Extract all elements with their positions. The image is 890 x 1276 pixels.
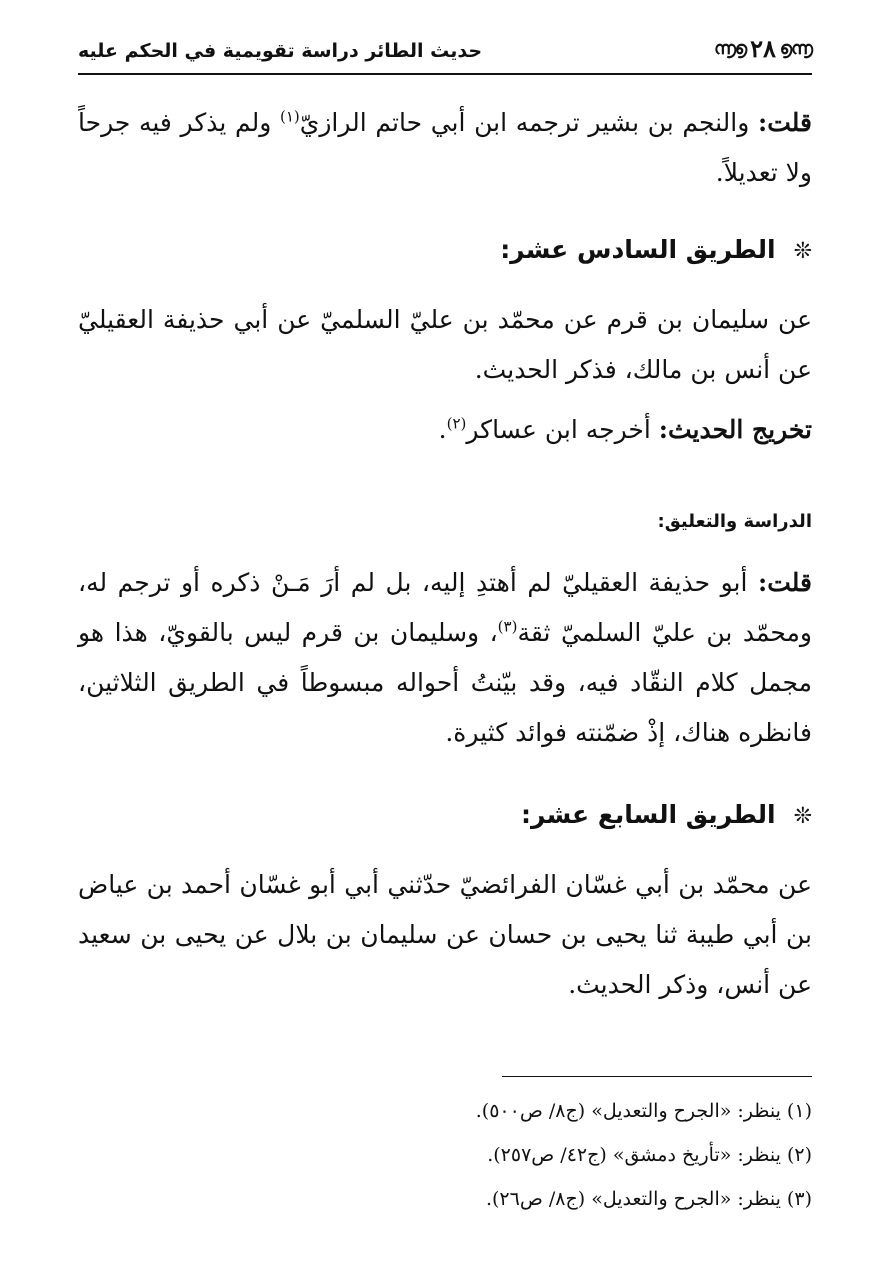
paragraph-4-text-end: ، وسليمان بن قرم ليس بالقويّ، هذا هو مجمل كلام النقّاد فيه، وقد بيّنتُ أحواله مبسوطاً في الطريق الثلاثين، فانظره هناك، إذْ ضمّنته فوائد كثيرة. bbox=[78, 618, 812, 747]
paragraph-1 bbox=[78, 98, 812, 198]
footnote-separator bbox=[502, 1076, 812, 1077]
footnote-1: (١) ينظر: «الجرح والتعديل» (ج٨/ ص٥٠٠). bbox=[475, 1100, 812, 1122]
header-rule bbox=[78, 73, 812, 75]
asterism-icon: ❊ bbox=[793, 804, 812, 829]
footnote-2: (٢) ينظر: «تأريخ دمشق» (ج٤٢/ ص٢٥٧). bbox=[487, 1144, 812, 1166]
page-number: ٢٨ bbox=[750, 34, 776, 63]
page-number-group bbox=[714, 34, 812, 63]
ornament-left-icon: ൭൬ bbox=[779, 37, 812, 59]
ornament-right-icon: ൬൭ bbox=[714, 37, 747, 59]
subheading-study: الدراسة والتعليق: bbox=[657, 511, 812, 532]
page-header bbox=[78, 34, 812, 74]
paragraph-1-lead: قلت: bbox=[757, 108, 812, 137]
section-heading-17 bbox=[521, 800, 812, 829]
paragraph-5 bbox=[78, 860, 812, 1010]
paragraph-2 bbox=[78, 295, 812, 395]
section-heading-17-text: الطريق السابع عشر: bbox=[521, 800, 776, 829]
section-heading-16-text: الطريق السادس عشر: bbox=[500, 235, 776, 264]
paragraph-3-lead: تخريج الحديث: bbox=[658, 415, 812, 444]
paragraph-1-text: والنجم بن بشير ترجمه ابن أبي حاتم الرازيّ bbox=[299, 108, 750, 137]
footnote-3: (٣) ينظر: «الجرح والتعديل» (ج٨/ ص٢٦). bbox=[485, 1188, 812, 1210]
paragraph-5-text: عن محمّد بن أبي غسّان الفرائضيّ حدّثني أبي أبو غسّان أحمد بن عياض بن أبي طيبة ثنا يحيى بن حسان عن سليمان بن بلال عن يحيى بن سعيد عن أنس، وذكر الحديث. bbox=[78, 870, 812, 999]
paragraph-1-text-end: ولم يذكر فيه جرحاً ولا تعديلاً. bbox=[78, 108, 812, 187]
footnote-ref-1[interactable]: (١) bbox=[279, 107, 300, 126]
section-heading-16 bbox=[500, 235, 812, 264]
paragraph-3 bbox=[78, 405, 812, 455]
paragraph-3-end: . bbox=[438, 415, 447, 444]
paragraph-2-text: عن سليمان بن قرم عن محمّد بن عليّ السلميّ عن أبي حذيفة العقيليّ عن أنس بن مالك، فذكر الحديث. bbox=[78, 305, 812, 384]
paragraph-3-text: أخرجه ابن عساكر bbox=[466, 415, 651, 444]
running-title: حديث الطائر دراسة تقويمية في الحكم عليه bbox=[78, 40, 483, 62]
paragraph-4-text: أبو حذيفة العقيليّ لم أهتدِ إليه، بل لم أرَ مَـنْ ذكره أو ترجم له، ومحمّد بن عليّ السلميّ ثقة bbox=[78, 568, 812, 647]
paragraph-4-lead: قلت: bbox=[758, 568, 813, 597]
footnote-ref-3[interactable]: (٣) bbox=[497, 617, 518, 636]
asterism-icon: ❊ bbox=[793, 239, 812, 264]
paragraph-4 bbox=[78, 558, 812, 758]
footnote-ref-2[interactable]: (٢) bbox=[446, 414, 467, 433]
